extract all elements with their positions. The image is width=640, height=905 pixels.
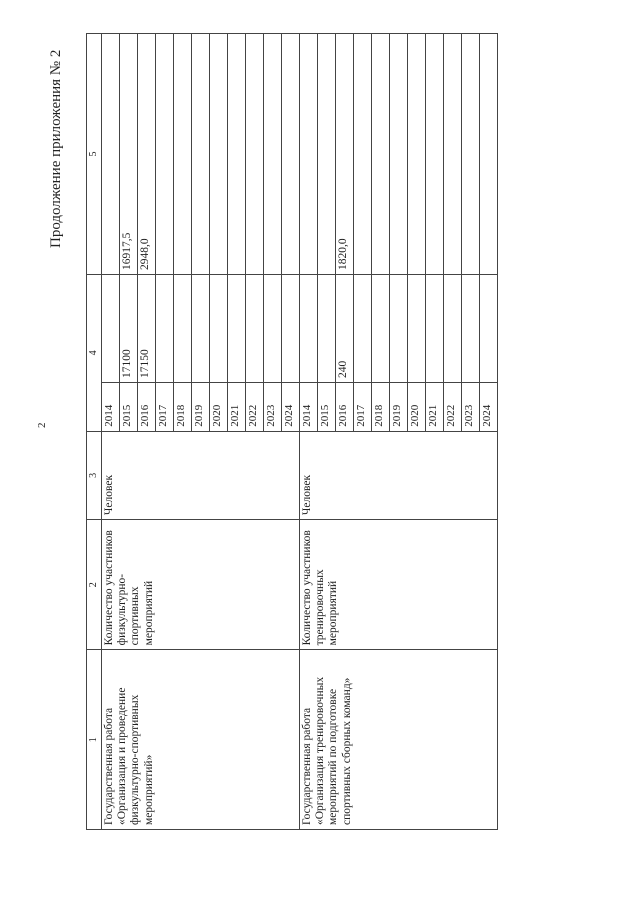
year-cell: 2019 bbox=[390, 382, 408, 431]
value-cell bbox=[210, 275, 228, 383]
amount-cell bbox=[426, 34, 444, 275]
amount-cell bbox=[192, 34, 210, 275]
table-row bbox=[102, 34, 120, 830]
amount-cell bbox=[444, 34, 462, 275]
year-cell: 2018 bbox=[174, 382, 192, 431]
value-cell bbox=[156, 275, 174, 383]
year-cell: 2016 bbox=[336, 382, 354, 431]
amount-cell: 1820,0 bbox=[336, 34, 354, 275]
value-cell bbox=[480, 275, 498, 383]
value-cell bbox=[462, 275, 480, 383]
header-row bbox=[87, 34, 102, 830]
indicator-cell: Количество участников физкультурно-спортивных мероприятий bbox=[102, 520, 300, 650]
work-cell: Государственная работа «Организация и проведение физкультурно-спортивных мероприятий» bbox=[102, 650, 300, 830]
value-cell bbox=[408, 275, 426, 383]
unit-cell: Человек bbox=[102, 431, 300, 519]
value-cell bbox=[102, 275, 120, 383]
year-cell: 2024 bbox=[282, 382, 300, 431]
year-cell: 2021 bbox=[228, 382, 246, 431]
amount-cell bbox=[246, 34, 264, 275]
year-cell: 2014 bbox=[102, 382, 120, 431]
year-cell: 2015 bbox=[120, 382, 138, 431]
value-cell bbox=[264, 275, 282, 383]
amount-cell bbox=[300, 34, 318, 275]
year-cell: 2023 bbox=[462, 382, 480, 431]
amount-cell: 16917,5 bbox=[120, 34, 138, 275]
amount-cell bbox=[372, 34, 390, 275]
value-cell bbox=[228, 275, 246, 383]
year-cell: 2023 bbox=[264, 382, 282, 431]
year-cell: 2019 bbox=[192, 382, 210, 431]
year-cell: 2015 bbox=[318, 382, 336, 431]
value-cell bbox=[444, 275, 462, 383]
year-cell: 2020 bbox=[408, 382, 426, 431]
year-cell: 2014 bbox=[300, 382, 318, 431]
amount-cell bbox=[156, 34, 174, 275]
amount-cell bbox=[354, 34, 372, 275]
amount-cell bbox=[462, 34, 480, 275]
data-table bbox=[86, 33, 498, 830]
column-header-1: 1 bbox=[87, 650, 102, 830]
value-cell bbox=[318, 275, 336, 383]
indicator-cell: Количество участников тренировочных мероприятий bbox=[300, 520, 498, 650]
value-cell bbox=[372, 275, 390, 383]
amount-cell bbox=[408, 34, 426, 275]
value-cell bbox=[246, 275, 264, 383]
amount-cell bbox=[210, 34, 228, 275]
year-cell: 2016 bbox=[138, 382, 156, 431]
amount-cell bbox=[264, 34, 282, 275]
value-cell bbox=[426, 275, 444, 383]
column-header-2: 2 bbox=[87, 520, 102, 650]
amount-cell: 2948,0 bbox=[138, 34, 156, 275]
value-cell bbox=[174, 275, 192, 383]
amount-cell bbox=[480, 34, 498, 275]
amount-cell bbox=[390, 34, 408, 275]
value-cell: 17150 bbox=[138, 275, 156, 383]
year-cell: 2017 bbox=[354, 382, 372, 431]
year-cell: 2022 bbox=[246, 382, 264, 431]
year-cell: 2022 bbox=[444, 382, 462, 431]
column-header-5: 5 bbox=[87, 34, 102, 275]
value-cell bbox=[282, 275, 300, 383]
amount-cell bbox=[318, 34, 336, 275]
column-header-4: 4 bbox=[87, 275, 102, 432]
work-cell: Государственная работа «Организация тренировочных мероприятий по подготовке спортивных сборных команд» bbox=[300, 650, 498, 830]
appendix-caption: Продолжение приложения № 2 bbox=[48, 49, 64, 248]
value-cell bbox=[300, 275, 318, 383]
unit-cell: Человек bbox=[300, 431, 498, 519]
year-cell: 2018 bbox=[372, 382, 390, 431]
table-body bbox=[102, 34, 498, 830]
amount-cell bbox=[102, 34, 120, 275]
value-cell bbox=[192, 275, 210, 383]
page-number: 2 bbox=[36, 422, 48, 428]
amount-cell bbox=[174, 34, 192, 275]
year-cell: 2021 bbox=[426, 382, 444, 431]
column-header-3: 3 bbox=[87, 431, 102, 519]
year-cell: 2024 bbox=[480, 382, 498, 431]
value-cell: 17100 bbox=[120, 275, 138, 383]
year-cell: 2020 bbox=[210, 382, 228, 431]
year-cell: 2017 bbox=[156, 382, 174, 431]
amount-cell bbox=[282, 34, 300, 275]
amount-cell bbox=[228, 34, 246, 275]
value-cell: 240 bbox=[336, 275, 354, 383]
value-cell bbox=[354, 275, 372, 383]
table-container bbox=[86, 33, 493, 830]
value-cell bbox=[390, 275, 408, 383]
table-row bbox=[300, 34, 318, 830]
